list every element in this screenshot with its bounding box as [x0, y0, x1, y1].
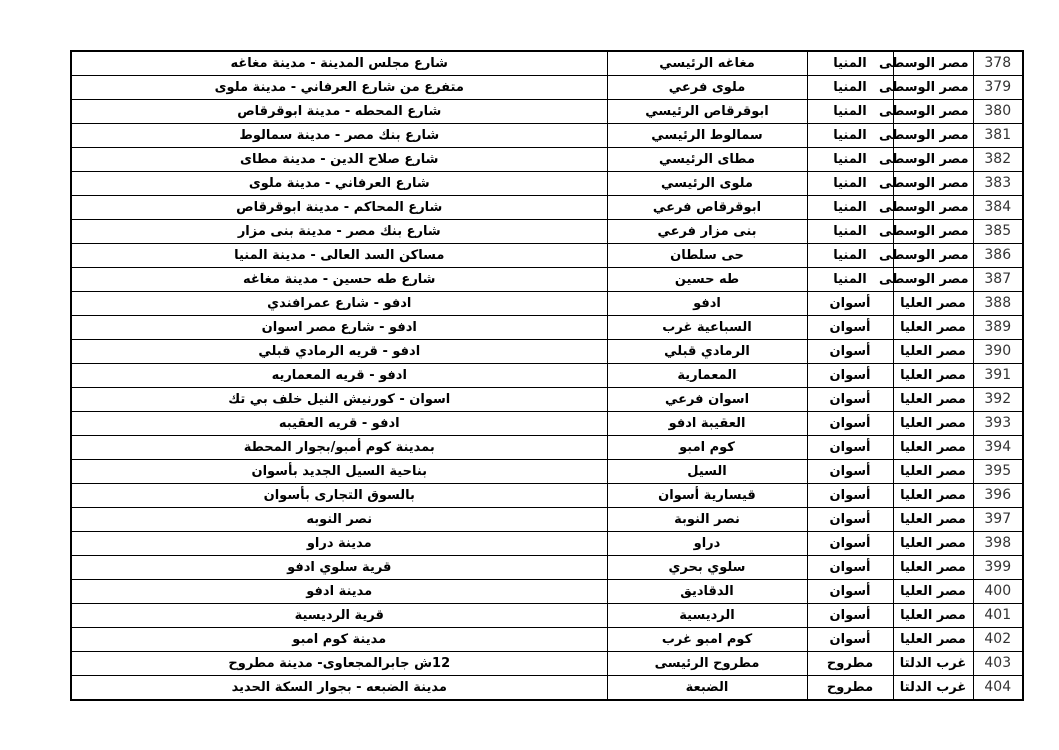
governorate-cell: أسوان	[807, 580, 893, 604]
governorate-cell: أسوان	[807, 532, 893, 556]
address-cell: متفرع من شارع العرفاني - مدينة ملوى	[71, 76, 607, 100]
address-cell: شارع المحاكم - مدينة ابوقرقاص	[71, 196, 607, 220]
address-cell: ادفو - قريه العقيبه	[71, 412, 607, 436]
table-row	[71, 532, 1023, 556]
governorate-cell: أسوان	[807, 388, 893, 412]
region-cell: مصر الوسطى	[893, 172, 973, 196]
address-cell: شارع طه حسين - مدينة مغاغه	[71, 268, 607, 292]
address-cell: مدينة كوم امبو	[71, 628, 607, 652]
governorate-cell: المنيا	[807, 100, 893, 124]
address-cell: مدينة الضبعه - بجوار السكة الحديد	[71, 676, 607, 701]
region-cell: مصر الوسطى	[893, 148, 973, 172]
governorate-cell: المنيا	[807, 196, 893, 220]
governorate-cell: أسوان	[807, 628, 893, 652]
region-cell: مصر العليا	[893, 316, 973, 340]
table-row	[71, 148, 1023, 172]
governorate-cell: أسوان	[807, 436, 893, 460]
office-cell: السباعية غرب	[607, 316, 807, 340]
table-row	[71, 124, 1023, 148]
row-number-cell: 394	[973, 436, 1023, 460]
address-cell: قرية سلوي ادفو	[71, 556, 607, 580]
table-row	[71, 51, 1023, 76]
office-cell: العقيبة ادفو	[607, 412, 807, 436]
address-cell: قرية الرديسية	[71, 604, 607, 628]
governorate-cell: أسوان	[807, 460, 893, 484]
row-number-cell: 393	[973, 412, 1023, 436]
governorate-cell: المنيا	[807, 76, 893, 100]
office-cell: مطروح الرئيسى	[607, 652, 807, 676]
office-cell: طه حسين	[607, 268, 807, 292]
table-row	[71, 604, 1023, 628]
region-cell: مصر العليا	[893, 604, 973, 628]
table-row	[71, 172, 1023, 196]
region-cell: غرب الدلتا	[893, 676, 973, 701]
address-cell: شارع بنك مصر - مدينة سمالوط	[71, 124, 607, 148]
address-cell: بناحية السيل الجديد بأسوان	[71, 460, 607, 484]
governorate-cell: أسوان	[807, 316, 893, 340]
row-number-cell: 399	[973, 556, 1023, 580]
address-cell: نصر النوبه	[71, 508, 607, 532]
address-cell: شارع العرفاني - مدينة ملوى	[71, 172, 607, 196]
row-number-cell: 391	[973, 364, 1023, 388]
address-cell: شارع بنك مصر - مدينة بنى مزار	[71, 220, 607, 244]
office-cell: سلوي بحري	[607, 556, 807, 580]
address-cell: مدينة دراو	[71, 532, 607, 556]
row-number-cell: 379	[973, 76, 1023, 100]
table-row	[71, 580, 1023, 604]
region-cell: مصر العليا	[893, 436, 973, 460]
row-number-cell: 380	[973, 100, 1023, 124]
region-cell: مصر الوسطى	[893, 51, 973, 76]
row-number-cell: 403	[973, 652, 1023, 676]
office-cell: قيسارية أسوان	[607, 484, 807, 508]
table-row	[71, 388, 1023, 412]
row-number-cell: 385	[973, 220, 1023, 244]
row-number-cell: 383	[973, 172, 1023, 196]
table-row	[71, 676, 1023, 701]
governorate-cell: المنيا	[807, 268, 893, 292]
table-row	[71, 100, 1023, 124]
row-number-cell: 398	[973, 532, 1023, 556]
governorate-cell: المنيا	[807, 220, 893, 244]
region-cell: مصر العليا	[893, 580, 973, 604]
region-cell: مصر العليا	[893, 556, 973, 580]
office-cell: الضبعة	[607, 676, 807, 701]
office-cell: ابوقرقاص الرئيسي	[607, 100, 807, 124]
branches-table	[70, 50, 1024, 701]
governorate-cell: المنيا	[807, 172, 893, 196]
region-cell: مصر العليا	[893, 628, 973, 652]
table-row	[71, 196, 1023, 220]
region-cell: مصر العليا	[893, 364, 973, 388]
governorate-cell: المنيا	[807, 244, 893, 268]
address-cell: بالسوق التجارى بأسوان	[71, 484, 607, 508]
address-cell: مدينة ادفو	[71, 580, 607, 604]
row-number-cell: 382	[973, 148, 1023, 172]
region-cell: مصر الوسطى	[893, 100, 973, 124]
table-row	[71, 412, 1023, 436]
address-cell: شارع صلاح الدين - مدينة مطاى	[71, 148, 607, 172]
office-cell: سمالوط الرئيسي	[607, 124, 807, 148]
region-cell: غرب الدلتا	[893, 652, 973, 676]
address-cell: ادفو - قريه الرمادي قبلي	[71, 340, 607, 364]
row-number-cell: 401	[973, 604, 1023, 628]
office-cell: بنى مزار فرعي	[607, 220, 807, 244]
region-cell: مصر العليا	[893, 484, 973, 508]
table-row	[71, 652, 1023, 676]
office-cell: اسوان فرعي	[607, 388, 807, 412]
row-number-cell: 386	[973, 244, 1023, 268]
office-cell: ملوى الرئيسي	[607, 172, 807, 196]
row-number-cell: 388	[973, 292, 1023, 316]
table-row	[71, 508, 1023, 532]
office-cell: كوم امبو	[607, 436, 807, 460]
governorate-cell: المنيا	[807, 51, 893, 76]
office-cell: مطاى الرئيسي	[607, 148, 807, 172]
table-row	[71, 244, 1023, 268]
governorate-cell: أسوان	[807, 556, 893, 580]
address-cell: ادفو - قريه المعماريه	[71, 364, 607, 388]
address-cell: اسوان - كورنيش النيل خلف بي تك	[71, 388, 607, 412]
region-cell: مصر الوسطى	[893, 244, 973, 268]
governorate-cell: مطروح	[807, 652, 893, 676]
row-number-cell: 402	[973, 628, 1023, 652]
office-cell: كوم امبو غرب	[607, 628, 807, 652]
office-cell: حى سلطان	[607, 244, 807, 268]
row-number-cell: 384	[973, 196, 1023, 220]
governorate-cell: أسوان	[807, 364, 893, 388]
office-cell: ملوى فرعي	[607, 76, 807, 100]
address-cell: ادفو - شارع مصر اسوان	[71, 316, 607, 340]
region-cell: مصر العليا	[893, 412, 973, 436]
region-cell: مصر العليا	[893, 388, 973, 412]
table-row	[71, 340, 1023, 364]
row-number-cell: 396	[973, 484, 1023, 508]
governorate-cell: أسوان	[807, 508, 893, 532]
row-number-cell: 378	[973, 51, 1023, 76]
table-row	[71, 76, 1023, 100]
region-cell: مصر الوسطى	[893, 124, 973, 148]
table-row	[71, 220, 1023, 244]
region-cell: مصر العليا	[893, 340, 973, 364]
office-cell: الرمادي قبلي	[607, 340, 807, 364]
table-row	[71, 556, 1023, 580]
row-number-cell: 404	[973, 676, 1023, 701]
address-cell: بمدينة كوم أمبو/بجوار المحطة	[71, 436, 607, 460]
office-cell: الدقاديق	[607, 580, 807, 604]
branches-table-page	[70, 50, 1022, 699]
office-cell: الرديسية	[607, 604, 807, 628]
region-cell: مصر العليا	[893, 508, 973, 532]
address-cell: شارع المحطه - مدينة ابوقرقاص	[71, 100, 607, 124]
region-cell: مصر العليا	[893, 460, 973, 484]
office-cell: دراو	[607, 532, 807, 556]
governorate-cell: المنيا	[807, 148, 893, 172]
table-body	[71, 51, 1023, 700]
governorate-cell: مطروح	[807, 676, 893, 701]
row-number-cell: 392	[973, 388, 1023, 412]
table-row	[71, 436, 1023, 460]
address-cell: ادفو - شارع عمرافندي	[71, 292, 607, 316]
row-number-cell: 390	[973, 340, 1023, 364]
region-cell: مصر الوسطى	[893, 268, 973, 292]
row-number-cell: 395	[973, 460, 1023, 484]
region-cell: مصر الوسطى	[893, 196, 973, 220]
address-cell: 12ش جابرالمجعاوى- مدينة مطروح	[71, 652, 607, 676]
office-cell: المعمارية	[607, 364, 807, 388]
table-row	[71, 316, 1023, 340]
office-cell: ادفو	[607, 292, 807, 316]
region-cell: مصر العليا	[893, 292, 973, 316]
governorate-cell: أسوان	[807, 412, 893, 436]
governorate-cell: أسوان	[807, 484, 893, 508]
region-cell: مصر العليا	[893, 532, 973, 556]
table-row	[71, 268, 1023, 292]
row-number-cell: 381	[973, 124, 1023, 148]
office-cell: ابوقرقاص فرعي	[607, 196, 807, 220]
region-cell: مصر الوسطى	[893, 76, 973, 100]
governorate-cell: أسوان	[807, 604, 893, 628]
governorate-cell: المنيا	[807, 124, 893, 148]
address-cell: مساكن السد العالى - مدينة المنيا	[71, 244, 607, 268]
region-cell: مصر الوسطى	[893, 220, 973, 244]
office-cell: نصر النوبة	[607, 508, 807, 532]
office-cell: السيل	[607, 460, 807, 484]
table-row	[71, 460, 1023, 484]
table-row	[71, 628, 1023, 652]
table-row	[71, 292, 1023, 316]
governorate-cell: أسوان	[807, 340, 893, 364]
row-number-cell: 400	[973, 580, 1023, 604]
row-number-cell: 397	[973, 508, 1023, 532]
governorate-cell: أسوان	[807, 292, 893, 316]
address-cell: شارع مجلس المدينة - مدينة مغاغه	[71, 51, 607, 76]
row-number-cell: 389	[973, 316, 1023, 340]
table-row	[71, 364, 1023, 388]
office-cell: مغاغه الرئيسي	[607, 51, 807, 76]
table-row	[71, 484, 1023, 508]
row-number-cell: 387	[973, 268, 1023, 292]
